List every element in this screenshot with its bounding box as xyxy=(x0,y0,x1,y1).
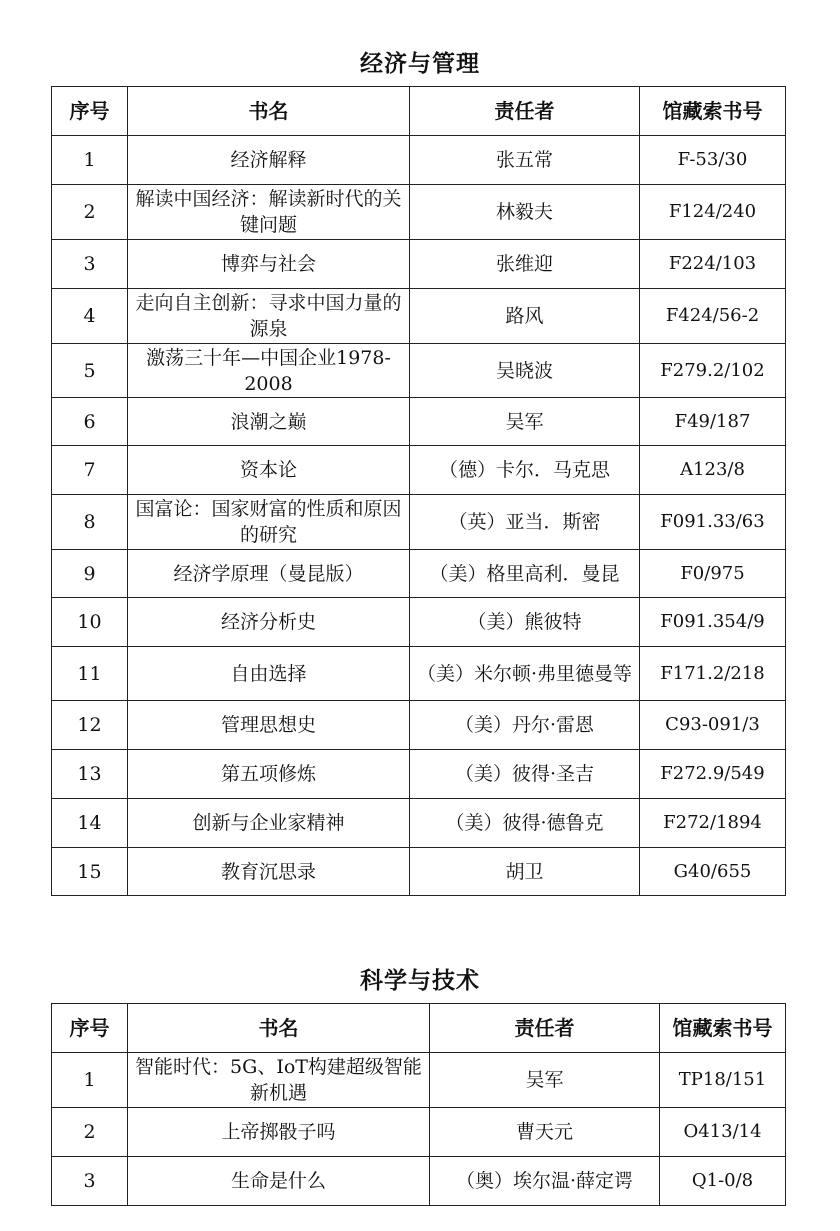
cell-no: 6 xyxy=(52,398,128,446)
cell-author: 胡卫 xyxy=(410,848,640,896)
cell-no: 7 xyxy=(52,446,128,495)
header-title: 书名 xyxy=(128,87,410,136)
cell-title: 创新与企业家精神 xyxy=(128,799,410,848)
cell-title: 第五项修炼 xyxy=(128,750,410,799)
cell-no: 12 xyxy=(52,701,128,750)
cell-call-number: F-53/30 xyxy=(640,136,786,185)
cell-author: 吴军 xyxy=(430,1053,660,1108)
cell-call-number: F124/240 xyxy=(640,185,786,240)
cell-author: 张五常 xyxy=(410,136,640,185)
header-no: 序号 xyxy=(52,1004,128,1053)
cell-call-number: G40/655 xyxy=(640,848,786,896)
cell-title: 经济分析史 xyxy=(128,598,410,647)
cell-title: 资本论 xyxy=(128,446,410,495)
cell-title: 上帝掷骰子吗 xyxy=(128,1108,430,1157)
table-row xyxy=(52,701,786,750)
cell-no: 13 xyxy=(52,750,128,799)
cell-call-number: A123/8 xyxy=(640,446,786,495)
table-row xyxy=(52,185,786,240)
header-author: 责任者 xyxy=(430,1004,660,1053)
table-row xyxy=(52,1108,786,1157)
table-row xyxy=(52,1053,786,1108)
table-row xyxy=(52,240,786,289)
cell-title: 经济学原理（曼昆版） xyxy=(128,550,410,598)
cell-no: 2 xyxy=(52,185,128,240)
cell-author: （美）彼得·圣吉 xyxy=(410,750,640,799)
cell-no: 2 xyxy=(52,1108,128,1157)
cell-call-number: C93-091/3 xyxy=(640,701,786,750)
cell-author: （美）彼得·德鲁克 xyxy=(410,799,640,848)
header-no: 序号 xyxy=(52,87,128,136)
table-row xyxy=(52,446,786,495)
cell-call-number: F424/56-2 xyxy=(640,289,786,344)
cell-call-number: F272.9/549 xyxy=(640,750,786,799)
cell-no: 1 xyxy=(52,1053,128,1108)
cell-author: 曹天元 xyxy=(430,1108,660,1157)
cell-author: （美）米尔顿·弗里德曼等 xyxy=(410,647,640,701)
cell-title: 生命是什么 xyxy=(128,1157,430,1206)
cell-no: 11 xyxy=(52,647,128,701)
header-call-number: 馆藏索书号 xyxy=(640,87,786,136)
cell-author: 吴晓波 xyxy=(410,344,640,398)
cell-title: 智能时代：5G、IoT构建超级智能新机遇 xyxy=(128,1053,430,1108)
cell-call-number: F0/975 xyxy=(640,550,786,598)
table-header-row xyxy=(52,87,786,136)
cell-title: 教育沉思录 xyxy=(128,848,410,896)
cell-no: 8 xyxy=(52,495,128,550)
cell-no: 4 xyxy=(52,289,128,344)
cell-no: 1 xyxy=(52,136,128,185)
cell-title: 博弈与社会 xyxy=(128,240,410,289)
table-header-row xyxy=(52,1004,786,1053)
cell-author: 林毅夫 xyxy=(410,185,640,240)
table-row xyxy=(52,289,786,344)
table-row xyxy=(52,136,786,185)
cell-author: （德）卡尔．马克思 xyxy=(410,446,640,495)
table-row xyxy=(52,398,786,446)
section-title-science: 科学与技术 xyxy=(360,968,480,994)
cell-call-number: F49/187 xyxy=(640,398,786,446)
cell-author: （美）格里高利．曼昆 xyxy=(410,550,640,598)
table-row xyxy=(52,550,786,598)
cell-call-number: TP18/151 xyxy=(660,1053,786,1108)
header-call-number: 馆藏索书号 xyxy=(660,1004,786,1053)
header-author: 责任者 xyxy=(410,87,640,136)
cell-author: 路风 xyxy=(410,289,640,344)
table-row xyxy=(52,750,786,799)
cell-author: 吴军 xyxy=(410,398,640,446)
cell-call-number: F091.33/63 xyxy=(640,495,786,550)
cell-no: 9 xyxy=(52,550,128,598)
cell-author: （奥）埃尔温·薛定谔 xyxy=(430,1157,660,1206)
cell-call-number: Q1-0/8 xyxy=(660,1157,786,1206)
cell-call-number: F272/1894 xyxy=(640,799,786,848)
cell-author: （美）丹尔·雷恩 xyxy=(410,701,640,750)
table-row xyxy=(52,598,786,647)
cell-call-number: F224/103 xyxy=(640,240,786,289)
cell-title: 自由选择 xyxy=(128,647,410,701)
cell-author: （美）熊彼特 xyxy=(410,598,640,647)
cell-author: 张维迎 xyxy=(410,240,640,289)
cell-title: 解读中国经济：解读新时代的关键问题 xyxy=(128,185,410,240)
cell-call-number: O413/14 xyxy=(660,1108,786,1157)
table-row xyxy=(52,848,786,896)
book-table-economics xyxy=(51,86,786,896)
table-row xyxy=(52,1157,786,1206)
cell-no: 10 xyxy=(52,598,128,647)
book-table-science xyxy=(51,1003,786,1206)
cell-call-number: F279.2/102 xyxy=(640,344,786,398)
cell-no: 3 xyxy=(52,240,128,289)
cell-title: 经济解释 xyxy=(128,136,410,185)
cell-author: （英）亚当．斯密 xyxy=(410,495,640,550)
section-title-economics: 经济与管理 xyxy=(360,51,480,77)
table-row xyxy=(52,495,786,550)
cell-title: 管理思想史 xyxy=(128,701,410,750)
cell-no: 14 xyxy=(52,799,128,848)
table-row xyxy=(52,647,786,701)
table-row xyxy=(52,799,786,848)
cell-no: 5 xyxy=(52,344,128,398)
header-title: 书名 xyxy=(128,1004,430,1053)
table-row xyxy=(52,344,786,398)
cell-title: 浪潮之巅 xyxy=(128,398,410,446)
cell-call-number: F171.2/218 xyxy=(640,647,786,701)
cell-call-number: F091.354/9 xyxy=(640,598,786,647)
cell-no: 15 xyxy=(52,848,128,896)
cell-title: 激荡三十年—中国企业1978-2008 xyxy=(128,344,410,398)
cell-title: 国富论：国家财富的性质和原因的研究 xyxy=(128,495,410,550)
cell-title: 走向自主创新：寻求中国力量的源泉 xyxy=(128,289,410,344)
cell-no: 3 xyxy=(52,1157,128,1206)
